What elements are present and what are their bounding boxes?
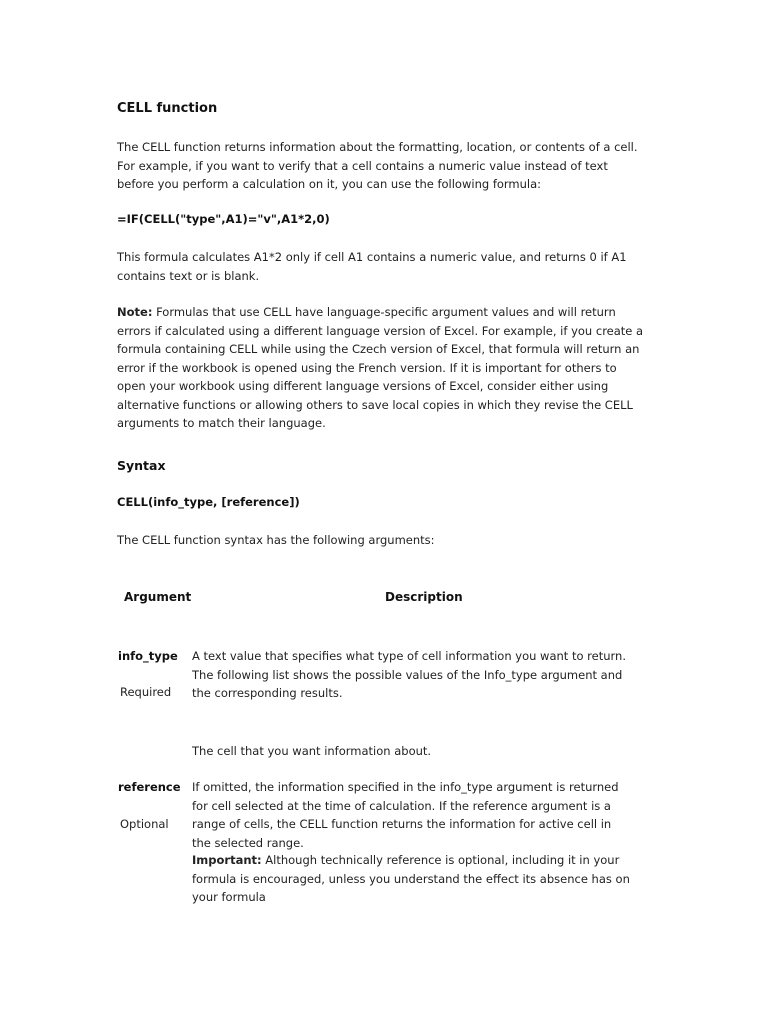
- argument-requirement: Optional: [120, 817, 169, 831]
- argument-description: If omitted, the information specified in the info_type argument is returned for cell selected at the time of calculation. If the reference argument is a range of cells, the CELL function returns the information for active cell in the selected range.: [192, 780, 619, 850]
- note-text: Formulas that use CELL have language-specific argument values and will return errors if calculated using a different language version of Excel. For example, if you create a formula containing CELL while using the Czech version of Excel, that formula will return an error if the workbook is opened using the French version. If it is important for others to open your workbook using different language versions of Excel, consider either using alternative functions or allowing others to save local copies in which they revise the CELL arguments to match their language.: [117, 305, 644, 430]
- table-header-argument: Argument: [124, 590, 192, 604]
- formula-explanation: This formula calculates A1*2 only if cell A1 contains a numeric value, and returns 0 if A1 contains text or is blank.: [117, 250, 627, 283]
- argument-name: info_type: [118, 649, 178, 663]
- syntax-signature: CELL(info_type, [reference]): [117, 495, 300, 509]
- note-paragraph: [117, 303, 647, 433]
- syntax-heading: Syntax: [117, 458, 166, 473]
- important-note: [192, 851, 632, 907]
- table-header-description: Description: [385, 590, 463, 604]
- argument-description: A text value that specifies what type of cell information you want to return. The following list shows the possible values of the Info_type argument and the corresponding results.: [192, 649, 626, 700]
- important-label: Important:: [192, 853, 262, 867]
- intro-paragraph: The CELL function returns information about the formatting, location, or contents of a cell. For example, if you want to verify that a cell contains a numeric value instead of text before you perform a calculation on it, you can use the following formula:: [117, 140, 638, 191]
- argument-description-lead: The cell that you want information about.: [192, 744, 432, 758]
- note-label: Note:: [117, 305, 153, 319]
- argument-name: reference: [118, 780, 181, 794]
- document-page: [117, 0, 647, 1024]
- page-title: CELL function: [117, 101, 218, 116]
- syntax-intro: The CELL function syntax has the following arguments:: [117, 533, 435, 547]
- important-text: Although technically reference is optional, including it in your formula is encouraged, unless you understand the effect its absence has on your formula: [192, 853, 630, 904]
- example-formula: =IF(CELL("type",A1)="v",A1*2,0): [117, 212, 330, 226]
- argument-requirement: Required: [120, 685, 172, 699]
